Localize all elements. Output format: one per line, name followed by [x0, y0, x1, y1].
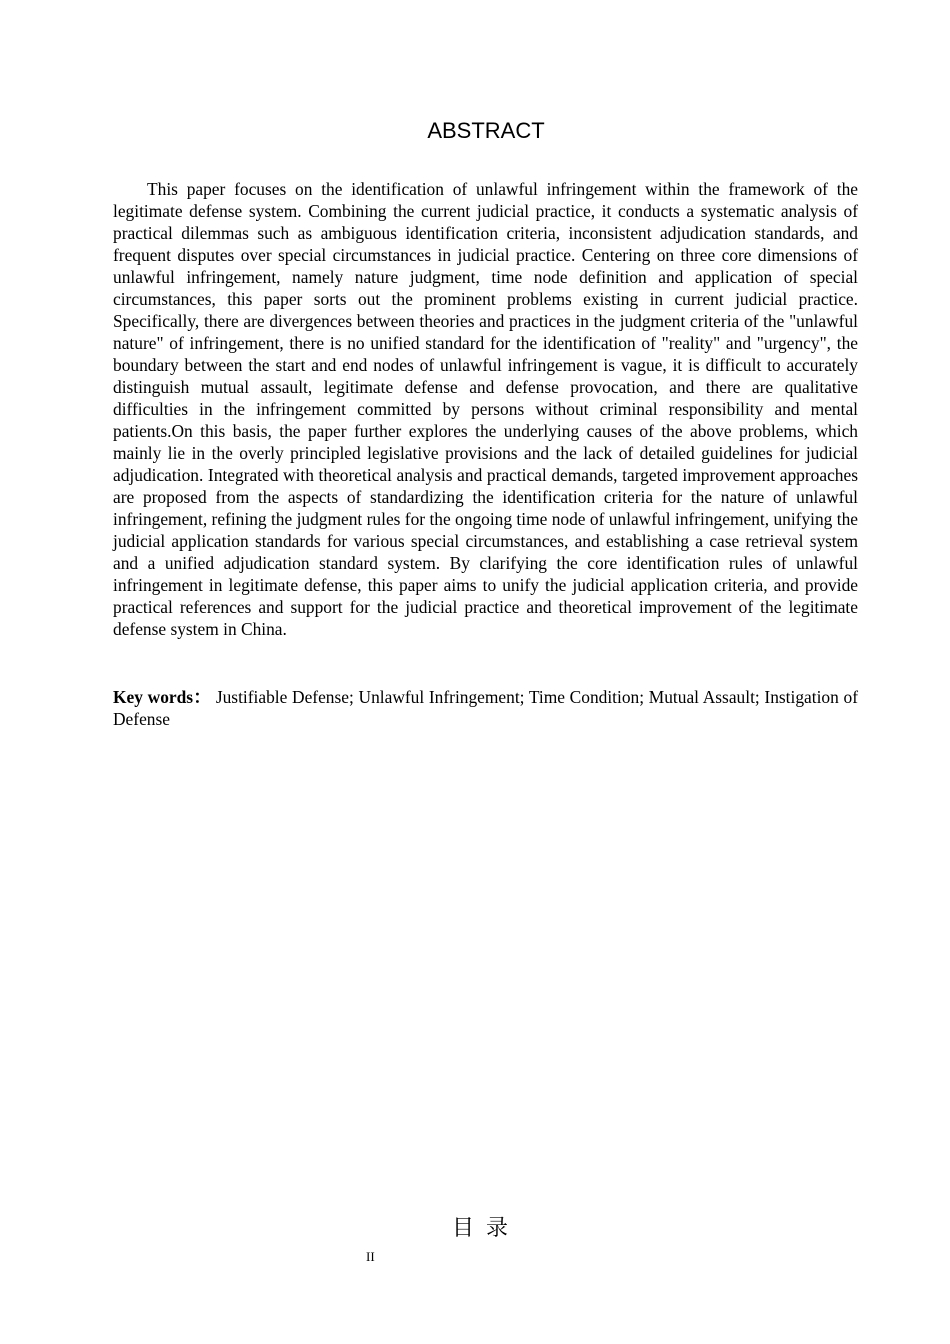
- keywords-paragraph: [113, 686, 858, 730]
- page-number: II: [366, 1249, 375, 1264]
- abstract-body: This paper focuses on the identification of unlawful infringement within the framework of the legitimate defense system. Combining the current judicial practice, it conducts a systematic analysis of practical dilemmas such as ambiguous identification criteria, inconsistent adjudication standards, and frequent disputes over special circumstances in judicial practice. Centering on three core dimensions of unlawful infringement, namely nature judgment, time node definition and application of special circumstances, this paper sorts out the prominent problems existing in current judicial practice. Specifically, there are divergences between theories and practices in the judgment criteria of the "unlawful nature" of infringement, there is no unified standard for the identification of "reality" and "urgency", the boundary between the start and end nodes of unlawful infringement is vague, it is difficult to accurately distinguish mutual assault, legitimate defense and defense provocation, and there are qualitative difficulties in the infringement committed by persons without criminal responsibility and mental patients.On this basis, the paper further explores the underlying causes of the above problems, which mainly lie in the overly principled legislative provisions and the lack of detailed guidelines for judicial adjudication. Integrated with theoretical analysis and practical demands, targeted improvement approaches are proposed from the aspects of standardizing the identification criteria for the nature of unlawful infringement, refining the judgment rules for the ongoing time node of unlawful infringement, unifying the judicial application standards for various special circumstances, and establishing a case retrieval system and a unified adjudication standard system. By clarifying the core identification rules of unlawful infringement in legitimate defense, this paper aims to unify the judicial application criteria, and provide practical references and support for the judicial practice and theoretical improvement of the legitimate defense system in China.: [113, 179, 858, 639]
- toc-title: 目录: [451, 1216, 520, 1241]
- keywords-text: Justifiable Defense; Unlawful Infringement; Time Condition; Mutual Assault; Instigation of Defense: [113, 687, 858, 729]
- keywords-label: Key words：: [113, 687, 212, 707]
- abstract-title: ABSTRACT: [427, 118, 545, 143]
